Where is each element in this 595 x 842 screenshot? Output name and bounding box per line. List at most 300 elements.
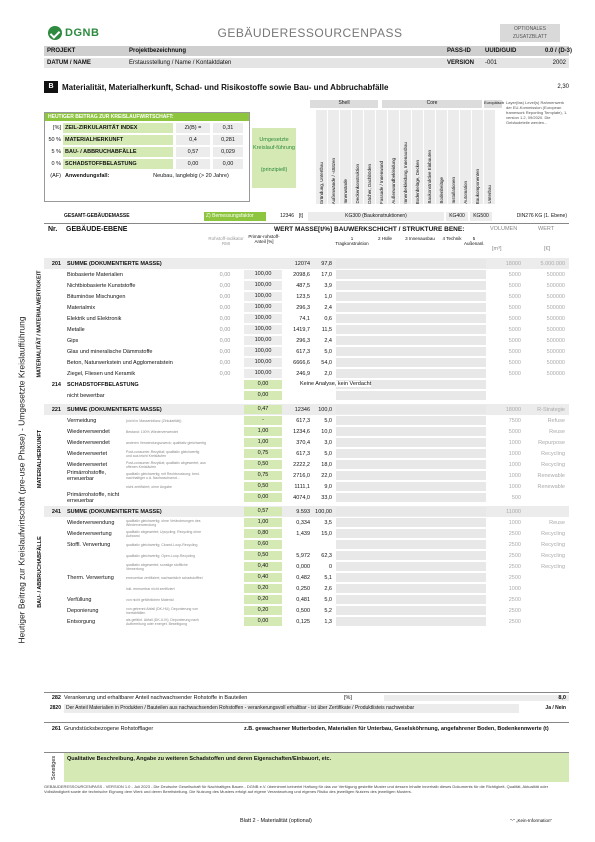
header-row-project xyxy=(44,46,573,56)
row-name: Metalle xyxy=(67,326,85,333)
rohstoff-value: 0,00 xyxy=(219,304,231,311)
mass-value: 5,972 xyxy=(296,552,310,559)
row-note: Bestand: 100% Wiederverwendet xyxy=(126,429,178,434)
col-group-europa: Europäisch xyxy=(484,100,502,108)
beitrag-value[interactable]: Zi(B) = xyxy=(176,123,210,133)
pct-value: 33,0 xyxy=(321,494,332,501)
volumen-value: 2500 xyxy=(508,530,521,537)
layer-column-header xyxy=(388,110,399,204)
volumen-value: 5000 xyxy=(508,304,521,311)
beitrag-box xyxy=(44,112,250,202)
col-nr: Nr. xyxy=(48,226,58,233)
row-name: Stoffl. Verwertung xyxy=(67,541,111,548)
wert-value: Recycling xyxy=(541,563,565,570)
beitrag-row xyxy=(45,170,249,181)
beitrag-side-sub: (prinzipiell) xyxy=(260,167,288,173)
layer-grid[interactable] xyxy=(336,292,486,301)
kg500-label: KG500 xyxy=(470,212,492,221)
summary-row-221 xyxy=(44,404,569,415)
table-row xyxy=(44,313,569,324)
beitrag-pct: (AF) xyxy=(50,172,61,179)
pct-value: 10,0 xyxy=(321,428,332,435)
pct-value: 22,0 xyxy=(321,472,332,479)
wert-value: 500000 xyxy=(546,271,565,278)
beitrag-value[interactable]: 0,4 xyxy=(176,135,210,145)
volumen-value: 2500 xyxy=(508,574,521,581)
pct-value: 5,0 xyxy=(324,596,332,603)
rohstoff-value: 0,00 xyxy=(219,271,231,278)
primar-value[interactable]: 100,00 xyxy=(244,292,282,301)
pct-value: 18,0 xyxy=(321,461,332,468)
sonstiges-label: Sonstiges xyxy=(51,755,57,780)
datum-label: DATUM / NAME xyxy=(47,60,91,66)
mass-value: 123,5 xyxy=(296,293,310,300)
primar-value[interactable]: 100,00 xyxy=(244,270,282,279)
volumen-value: 5000 xyxy=(508,370,521,377)
wert-value: Repurpose xyxy=(538,439,565,446)
primar-value[interactable]: 1,00 xyxy=(244,427,282,436)
pass-id-value[interactable]: UUID/GUID xyxy=(485,48,517,54)
pct-value: 17,0 xyxy=(321,271,332,278)
col-volumen-unit: [m³] xyxy=(492,246,502,252)
section-title: Materialität, Materialherkunft, Schad- und Risikostoffe sowie Bau- und Abbruchabfälle xyxy=(62,82,389,92)
table-row xyxy=(44,517,569,528)
layer-column-header xyxy=(436,110,447,204)
beitrag-value-2: 0,31 xyxy=(213,123,243,133)
layer-grid[interactable] xyxy=(336,438,486,447)
pct-value: 2,4 xyxy=(324,337,332,344)
volumen-value: 2500 xyxy=(508,563,521,570)
layer-column-header xyxy=(340,110,351,204)
wert-value: 500000 xyxy=(546,348,565,355)
pass-id-label: PASS-ID xyxy=(447,48,471,54)
table-row xyxy=(44,415,569,426)
layer-column-label: Außenwände / -stützen xyxy=(331,157,336,204)
table-row xyxy=(44,594,569,605)
wert-value: 500000 xyxy=(546,337,565,344)
table-row xyxy=(44,357,569,368)
projekt-label: PROJEKT xyxy=(47,48,76,54)
layer-grid[interactable] xyxy=(336,482,486,491)
layer-grid[interactable] xyxy=(336,270,486,279)
gesamt-label: GESAMT-GEBÄUDEMASSE xyxy=(64,213,130,219)
beitrag-value-2: 0,00 xyxy=(213,159,243,169)
beitrag-label: BAU- / ABBRUCHABFÄLLE xyxy=(63,147,173,157)
mass-value: 1111,1 xyxy=(294,483,310,490)
volumen-value: 2500 xyxy=(508,607,521,614)
layer-grid[interactable] xyxy=(336,551,486,560)
row-name: Primärrohstoffe, erneuerbar xyxy=(67,469,107,482)
layer-grid[interactable] xyxy=(336,427,486,436)
primar-value[interactable]: 0,47 xyxy=(244,405,282,414)
pct-value: 11,5 xyxy=(321,326,332,333)
table-row xyxy=(44,269,569,280)
primar-value[interactable]: 0,20 xyxy=(244,606,282,615)
row-name: Beton, Naturwerkstein und Agglomeratstein xyxy=(67,359,173,366)
beitrag-label: MATERIALHERKUNFT xyxy=(63,135,173,145)
row-name: Verfüllung xyxy=(67,596,92,603)
table-row xyxy=(44,346,569,357)
row-name: Wiederverwertet xyxy=(67,450,108,457)
volumen-value: 18000 xyxy=(505,260,521,267)
layer-column-header xyxy=(352,110,363,204)
table-row xyxy=(44,583,569,594)
primar-value[interactable]: 0,00 xyxy=(244,391,282,400)
gesamt-unit: [t] xyxy=(298,213,304,219)
pct-value: 1,3 xyxy=(324,618,332,625)
pct-value: 2,4 xyxy=(324,304,332,311)
layer-column-label: Automation xyxy=(463,181,468,204)
pct-value: 2,6 xyxy=(324,585,332,592)
layer-column-header xyxy=(448,110,459,204)
row-note: qualitativ gleichwertig; ohne Veränderungen des Wiederverwendung xyxy=(126,518,201,527)
pct-value: 2,0 xyxy=(324,370,332,377)
layer-grid[interactable] xyxy=(336,493,486,502)
page-number: 0.0 / (D-3) xyxy=(545,48,573,54)
group-label-text: MATERIALITÄT / MATERIALWERTIGKEIT xyxy=(37,270,44,378)
group-label xyxy=(32,269,48,379)
primar-value[interactable]: 100,00 xyxy=(244,281,282,290)
beitrag-row xyxy=(45,122,249,133)
layer-grid[interactable] xyxy=(336,617,486,626)
pct-value: 62,3 xyxy=(321,552,332,559)
col-ebene: GEBÄUDE-EBENE xyxy=(66,226,128,233)
primar-value[interactable]: 0,80 xyxy=(244,529,282,538)
pct-value: 9,0 xyxy=(324,483,332,490)
beitrag-value[interactable]: 0,00 xyxy=(176,159,210,169)
dgnb-logo xyxy=(48,24,108,42)
layer-column-header xyxy=(460,110,471,204)
mass-value: 0,125 xyxy=(296,618,310,625)
row-note: als gefährl. Abfall (DK-II-IV); Deponierung nach Aufbereitung oder energet. Beseitigung xyxy=(126,617,199,626)
mass-value: 246,9 xyxy=(296,370,310,377)
layer-grid[interactable] xyxy=(336,336,486,345)
layer-column-label: Installationen xyxy=(451,177,456,204)
section-value: 2,30 xyxy=(557,84,569,90)
volumen-value: 7500 xyxy=(508,417,521,424)
primar-value[interactable]: 0,00 xyxy=(244,493,282,502)
beitrag-label: Anwendungsfall: xyxy=(65,172,110,179)
row-note: qualitativ abgewertet; sonstige stoffliche Verwertung xyxy=(126,562,188,571)
header-row-date xyxy=(44,58,569,68)
primar-value[interactable]: 1,00 xyxy=(244,438,282,447)
layer-head: 5 Außenanl. xyxy=(464,236,485,246)
beitrag-label: SCHADSTOFFBELASTUNG xyxy=(63,159,173,169)
primar-value[interactable]: 0,50 xyxy=(244,482,282,491)
primar-value[interactable]: 0,50 xyxy=(244,551,282,560)
beitrag-side-box xyxy=(252,128,296,188)
wert-value: R-Strategie xyxy=(537,406,565,413)
rohstoff-value: 0,00 xyxy=(219,315,231,322)
projekt-value[interactable]: Projektbezeichnung xyxy=(129,48,187,54)
mass-value: 74,1 xyxy=(299,315,310,322)
mass-value: 617,3 xyxy=(296,417,310,424)
rohstoff-value: 0,00 xyxy=(219,359,231,366)
page-title: GEBÄUDERESSOURCENPASS xyxy=(217,26,403,40)
mass-value: 9.593 xyxy=(296,508,310,515)
sonstiges-text[interactable]: Qualitative Beschreibung, Angabe zu weiteren Schadstoffen und deren Eigenschaften/Einbauort, etc. xyxy=(64,753,569,782)
table-row xyxy=(44,368,569,379)
pct-value: 5,1 xyxy=(324,574,332,581)
side-label: Heutiger Beitrag zur Kreislaufwirtschaft (pre-use Phase) - Umgesetzte Kreislaufführung xyxy=(17,316,27,644)
layer-grid[interactable] xyxy=(336,540,486,549)
layer-grid[interactable] xyxy=(336,303,486,312)
pct-value: 3,5 xyxy=(324,519,332,526)
volumen-value: 18000 xyxy=(505,406,521,413)
mass-value: 0,334 xyxy=(296,519,310,526)
rohstoff-value: 0,00 xyxy=(219,348,231,355)
pct-value: 54,0 xyxy=(321,359,332,366)
row-name: Nichtbiobasierte Kunststoffe xyxy=(67,282,136,289)
layer-grid[interactable] xyxy=(336,507,486,516)
table-head xyxy=(44,223,569,257)
beitrag-pct: 50 % xyxy=(48,136,61,143)
primar-value[interactable]: - xyxy=(244,416,282,425)
layer-grid[interactable] xyxy=(336,606,486,615)
beitrag-row xyxy=(45,134,249,145)
pct-value: 97,8 xyxy=(321,260,332,267)
gesamt-mass: 12346 xyxy=(280,213,294,219)
row-name: Wiederverwertet xyxy=(67,461,108,468)
layer-grid[interactable] xyxy=(336,471,486,480)
layer-column-header xyxy=(316,110,327,204)
kg300-label: KG300 (Baukonstruktionen) xyxy=(308,212,444,221)
mass-value: 12074 xyxy=(294,260,310,267)
volumen-value: 5000 xyxy=(508,348,521,355)
layer-column-label: Dächer, Dachböden xyxy=(367,164,372,204)
layer-grid[interactable] xyxy=(336,595,486,604)
layer-grid[interactable] xyxy=(336,416,486,425)
sonstiges-box xyxy=(44,752,569,782)
table-row xyxy=(44,470,569,481)
volumen-value: 1000 xyxy=(508,461,521,468)
footer-note: GEBÄUDERESSOURCENPASS - VERSION 1.0 - Juli 2023 - Die Deutsche Gesellschaft für Nachhaltiges Bauen - DGNB e.V. übernimmt keinerlei Haftung für das zur Verfügung gestellte Muster und dessen Inhalte innerhalb dieses Dokuments für die Richtigkeit, Qualität, Aktualität oder Vollständigkeit sowie die technische Eignung dem Werk und deren Bereitstellung. Die Nutzung des Musters erfolgt auf eigene Verantwortung und eigenes Risiko des jeweiligen Nutzers des jeweiligen Musters. xyxy=(44,784,549,794)
beitrag-value-2: 0,029 xyxy=(213,147,243,157)
table-row xyxy=(44,335,569,346)
beitrag-label: ZEIL-ZIRKULARITÄT INDEX xyxy=(63,123,173,133)
table-row xyxy=(44,280,569,291)
primar-value[interactable]: 100,00 xyxy=(244,369,282,378)
primar-value[interactable]: 0,60 xyxy=(244,540,282,549)
primar-value[interactable]: 0,75 xyxy=(244,449,282,458)
primar-value[interactable]: 100,00 xyxy=(244,314,282,323)
layer-grid[interactable] xyxy=(336,325,486,334)
mass-value: 296,3 xyxy=(296,337,310,344)
wert-value: 500000 xyxy=(546,304,565,311)
mass-value: 617,3 xyxy=(296,450,310,457)
row-note: inkl. erneuerbar nicht zertifiziert xyxy=(126,586,175,591)
wert-value: Reuse xyxy=(549,428,565,435)
layer-grid[interactable] xyxy=(336,449,486,458)
group-label-text: BAU- / ABBRUCHABFÄLLE xyxy=(37,536,44,608)
primar-value[interactable]: 100,00 xyxy=(244,358,282,367)
layer-grid[interactable] xyxy=(336,460,486,469)
row-name: SUMME (DOKUMENTIERTE MASSE) xyxy=(67,406,162,413)
summary-row-201 xyxy=(44,258,569,269)
row-2820-label: Der Anteil Materialien in Produkten / Bauteilen aus nachwachsenden Rohstoffen - verankerungsvoll erhaltbar - ist über Zertifikate / Produktlisteis nachweisbar xyxy=(64,704,519,713)
volumen-value: 2500 xyxy=(508,541,521,548)
beitrag-value[interactable]: 0,57 xyxy=(176,147,210,157)
row-2820-value[interactable]: Ja / Nein xyxy=(545,705,566,711)
row-name: Glas und mineralische Dämmstoffe xyxy=(67,348,153,355)
layer-grid[interactable] xyxy=(336,573,486,582)
volumen-value: 1000 xyxy=(508,585,521,592)
table-row xyxy=(44,437,569,448)
layer-grid[interactable] xyxy=(336,281,486,290)
mass-value: 2098,6 xyxy=(293,271,310,278)
layer-grid[interactable] xyxy=(336,259,486,268)
mass-value: 1,439 xyxy=(296,530,310,537)
col-group-core: Core xyxy=(382,100,482,108)
col-wertmasse: WERT MASSE[t/%] xyxy=(274,226,333,233)
primar-value[interactable]: 0,00 xyxy=(244,380,282,389)
wert-value: 500000 xyxy=(546,315,565,322)
layer-grid[interactable] xyxy=(336,405,486,414)
row-282-value[interactable]: 8,0 xyxy=(384,695,569,701)
primar-value[interactable]: 0,40 xyxy=(244,573,282,582)
wert-value: Recycling xyxy=(541,461,565,468)
wert-value: 500000 xyxy=(546,282,565,289)
volumen-value: 1000 xyxy=(508,519,521,526)
mass-value: 12346 xyxy=(294,406,310,413)
row-note: qualitativ gleichwertig; Closed-Loop-Recycling xyxy=(126,542,198,547)
row-note: Post-consumer-Rezyklat; qualitativ gleichwertig und aus leicht Kreisläufen xyxy=(126,449,200,458)
primar-value[interactable]: 0,20 xyxy=(244,584,282,593)
logo-text: DGNB xyxy=(65,27,100,39)
version-value[interactable]: -001 xyxy=(485,60,498,66)
layer-column-label: Innenwände xyxy=(343,179,348,204)
mass-value: 2716,0 xyxy=(293,472,310,479)
primar-value[interactable]: 100,00 xyxy=(244,325,282,334)
row-name: Elektrik und Elektronik xyxy=(67,315,122,322)
layer-grid[interactable] xyxy=(336,347,486,356)
mass-value: 0,482 xyxy=(296,574,310,581)
row-name: Vermeidung xyxy=(67,417,97,424)
row-261: 261 Grundstücksbezogene Rohstofflager z.B. gewachsener Mutterboden, Materialien für Unterbau, Geselsköhrnung, angefahrener Boden, Bodenkennwerte (t) xyxy=(44,722,569,744)
row-number: 221 xyxy=(51,406,61,413)
primar-value[interactable]: 0,00 xyxy=(244,617,282,626)
datum-value[interactable]: Erstausstellung / Name / Kontaktdaten xyxy=(129,60,232,66)
layer-column-label: Bodenbeläge xyxy=(439,177,444,204)
primar-value[interactable]: 0,40 xyxy=(244,562,282,571)
table-row xyxy=(44,572,569,583)
primar-value[interactable]: 0,57 xyxy=(244,507,282,516)
wert-value: 500000 xyxy=(546,293,565,300)
row-note: von nicht gefährlichen Material xyxy=(126,597,174,602)
section-b-icon: B xyxy=(44,81,58,93)
table-row xyxy=(44,539,569,550)
mass-value: 1419,7 xyxy=(293,326,310,333)
layer-grid[interactable] xyxy=(336,529,486,538)
volumen-value: 2500 xyxy=(508,596,521,603)
primar-value[interactable]: 1,00 xyxy=(244,518,282,527)
pct-value: 3,0 xyxy=(324,439,332,446)
row-name: Deponierung xyxy=(67,607,99,614)
pct-value: 1,0 xyxy=(324,293,332,300)
volumen-value: 1000 xyxy=(508,450,521,457)
row-name: Bituminöse Mischungen xyxy=(67,293,126,300)
optional-badge: OPTIONALES ZUSATZBLATT xyxy=(500,24,560,42)
volumen-value: 11000 xyxy=(506,508,521,515)
primar-value[interactable]: 0,50 xyxy=(244,460,282,469)
layer-grid[interactable] xyxy=(336,562,486,571)
rohstoff-value: 0,00 xyxy=(219,326,231,333)
layer-grid[interactable] xyxy=(336,369,486,378)
table-row xyxy=(44,481,569,492)
volumen-value: 1000 xyxy=(508,472,521,479)
volumen-value: 5000 xyxy=(508,326,521,333)
layer-column-label: Deckenkonstruktion xyxy=(355,164,360,204)
layer-column-header xyxy=(472,110,483,204)
mass-value: 370,4 xyxy=(296,439,310,446)
group-label-text: MATERIALHERKUNFT xyxy=(37,429,44,489)
beitrag-pct: 0 % xyxy=(51,160,61,167)
layer-grid[interactable] xyxy=(336,314,486,323)
col-rohstoff: Rohstoff-indikator RMI xyxy=(208,236,244,246)
table-row xyxy=(44,302,569,313)
beitrag-pct: 5 % xyxy=(51,148,61,155)
pct-value: 5,0 xyxy=(324,417,332,424)
row-note: nicht zertifiziert; ohne Angabe xyxy=(126,484,172,489)
table-row xyxy=(44,324,569,335)
table-row xyxy=(44,616,569,627)
row-282: 282 Verankerung und erhaltbarer Anteil nachwachsender Rohstoffe in Bauteilen [%] 8,0 xyxy=(44,692,569,702)
row-number: 241 xyxy=(51,508,61,515)
pct-value: 100,00 xyxy=(315,508,332,515)
row-name: Wiederverwendet xyxy=(67,428,110,435)
row-note: erneuerbar zertifiziert; nachweislich schadstofffrei xyxy=(126,575,203,580)
gesamt-row xyxy=(44,211,569,221)
row-note: (nicht in Massenbilanz (Zirkularität)) xyxy=(126,418,182,423)
wert-value: Recycling xyxy=(541,541,565,548)
layer-column-header xyxy=(400,110,411,204)
layer-column-label: Gründung, Untertbau xyxy=(319,161,324,204)
table-row xyxy=(44,492,569,503)
row-note: qualitativ gleichwertig; Open-Loop-Recycling xyxy=(126,553,196,558)
bemessung-label: Z) Bemessungsfaktor xyxy=(204,212,266,221)
row-261-note[interactable]: z.B. gewachsener Mutterboden, Materialien für Unterbau, Geselsköhrnung, angefahrener Boden, Bodenkennwerte (t) xyxy=(244,726,549,732)
primar-value[interactable]: 0,75 xyxy=(244,471,282,480)
primar-value[interactable]: 100,00 xyxy=(244,336,282,345)
mass-value: 2222,2 xyxy=(293,461,310,468)
layer-grid[interactable] xyxy=(336,518,486,527)
layer-column-header xyxy=(412,110,423,204)
volumen-value: 5000 xyxy=(508,428,521,435)
volumen-value: 1000 xyxy=(508,439,521,446)
layer-column-label: Fassade / Innenwand xyxy=(379,160,384,204)
layer-column-label: Unterbau xyxy=(487,185,492,204)
row-name: Ziegel, Fliesen und Keramik xyxy=(67,370,136,377)
table-row xyxy=(44,528,569,539)
volumen-value: 1000 xyxy=(508,483,521,490)
row-note: qualitativ gleichwertig; mit Rechtsnutzung; best. nachhaltiger u.ä. Nachwachsend... xyxy=(126,471,200,480)
table-row xyxy=(44,426,569,437)
primar-value[interactable]: 100,00 xyxy=(244,347,282,356)
layer-grid[interactable] xyxy=(336,358,486,367)
wert-value: Refuse xyxy=(547,417,565,424)
primar-value[interactable]: 0,20 xyxy=(244,595,282,604)
layer-column-header xyxy=(364,110,375,204)
primar-value[interactable]: 100,00 xyxy=(244,303,282,312)
pct-value: 5,0 xyxy=(324,348,332,355)
layer-grid[interactable] xyxy=(336,584,486,593)
col-volumen: VOLUMEN xyxy=(490,226,518,232)
row-name: SUMME (DOKUMENTIERTE MASSE) xyxy=(67,508,162,515)
layer-head: 1 Tragkonstruktion xyxy=(335,236,369,246)
beitrag-value-2: 0,281 xyxy=(213,135,243,145)
row-number: 214 xyxy=(51,381,61,388)
layer-grid[interactable] xyxy=(336,391,486,400)
